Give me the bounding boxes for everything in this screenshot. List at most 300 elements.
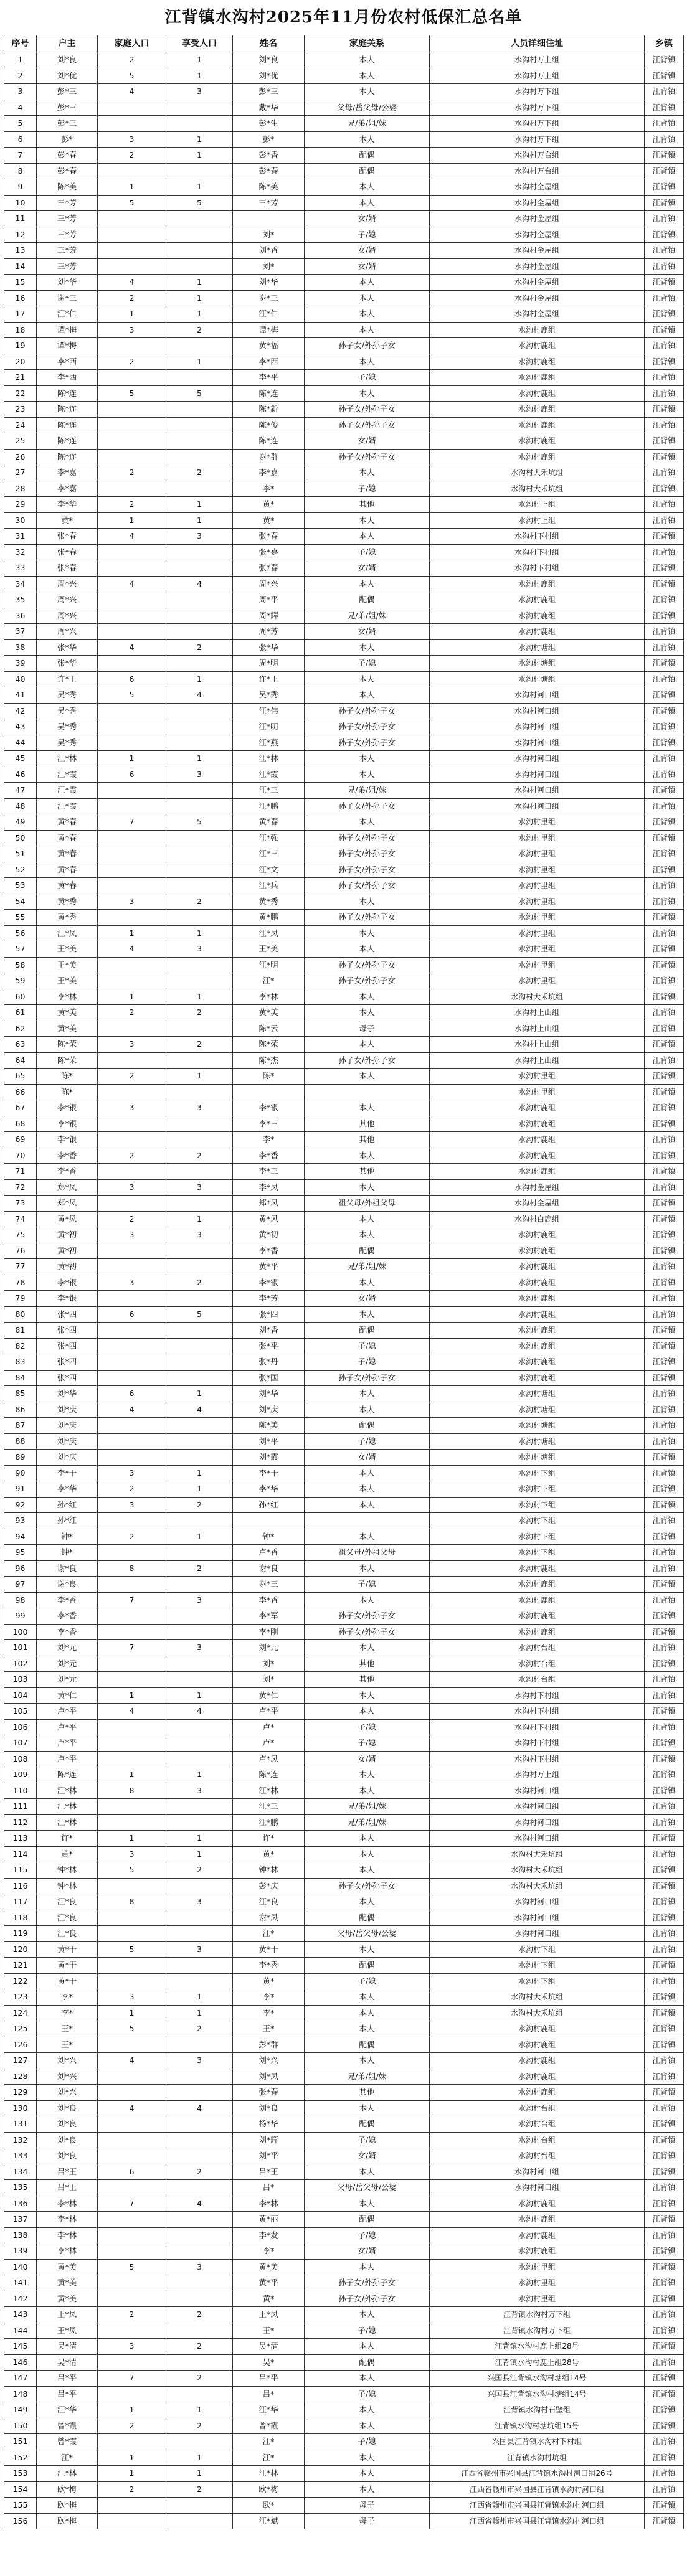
cell-relation: 配偶 — [305, 2212, 430, 2228]
cell-family-size: 3 — [98, 1465, 166, 1481]
cell-beneficiaries — [166, 1259, 233, 1275]
table-row — [4, 783, 684, 799]
cell-town: 江背镇 — [645, 1704, 684, 1720]
cell-name: 谭*梅 — [233, 322, 305, 338]
table-row — [4, 1799, 684, 1815]
cell-family-size: 6 — [98, 1306, 166, 1323]
cell-relation: 配偶 — [305, 1243, 430, 1259]
cell-family-size — [98, 2132, 166, 2148]
cell-householder: 吕*平 — [37, 2371, 98, 2387]
cell-town: 江背镇 — [645, 1941, 684, 1958]
cell-family-size: 2 — [98, 497, 166, 513]
cell-town: 江背镇 — [645, 1323, 684, 1339]
cell-name: 张*四 — [233, 1306, 305, 1323]
cell-name: 李*平 — [233, 370, 305, 386]
cell-householder: 江*良 — [37, 1926, 98, 1942]
cell-name: 刘*霞 — [233, 1450, 305, 1466]
cell-name: 江*强 — [233, 830, 305, 846]
cell-address: 水沟村鹿组 — [430, 402, 645, 418]
cell-name: 黄* — [233, 1973, 305, 1989]
cell-address: 水沟村金屋组 — [430, 275, 645, 291]
cell-town: 江背镇 — [645, 1973, 684, 1989]
cell-name: 黄*风 — [233, 1211, 305, 1227]
cell-family-size — [98, 1259, 166, 1275]
cell-relation: 兄/弟/姐/妹 — [305, 116, 430, 132]
table-row — [4, 1370, 684, 1386]
cell-address: 水沟村鹿组 — [430, 2069, 645, 2085]
cell-relation: 孙子女/外孙子女 — [305, 957, 430, 973]
cell-name: 周*芳 — [233, 624, 305, 640]
cell-town: 江背镇 — [645, 2053, 684, 2069]
cell-town: 江背镇 — [645, 2116, 684, 2133]
cell-name: 谢*三 — [233, 1577, 305, 1593]
cell-index: 79 — [4, 1291, 37, 1307]
cell-index: 91 — [4, 1481, 37, 1498]
table-row — [4, 1624, 684, 1640]
cell-name: 李*军 — [233, 1608, 305, 1625]
cell-index: 19 — [4, 338, 37, 354]
cell-beneficiaries — [166, 1719, 233, 1735]
cell-family-size: 7 — [98, 1592, 166, 1608]
cell-beneficiaries: 1 — [166, 512, 233, 529]
cell-family-size: 1 — [98, 1687, 166, 1704]
cell-address: 水沟村鹿组 — [430, 433, 645, 450]
cell-town: 江背镇 — [645, 1386, 684, 1402]
cell-relation: 孙子女/外孙子女 — [305, 878, 430, 894]
cell-householder: 黄*初 — [37, 1227, 98, 1243]
cell-town: 江背镇 — [645, 481, 684, 497]
table-row — [4, 2021, 684, 2037]
cell-householder: 吴*秀 — [37, 719, 98, 735]
header-address: 人员详细住址 — [430, 35, 645, 52]
cell-householder: 黄*春 — [37, 862, 98, 878]
cell-family-size — [98, 1338, 166, 1354]
cell-householder: 江*良 — [37, 1894, 98, 1910]
cell-name: 王*美 — [233, 941, 305, 958]
cell-relation: 子/媳 — [305, 1433, 430, 1450]
cell-beneficiaries: 2 — [166, 465, 233, 481]
cell-beneficiaries — [166, 2212, 233, 2228]
table-row — [4, 148, 684, 164]
cell-index: 92 — [4, 1497, 37, 1513]
cell-family-size — [98, 1672, 166, 1688]
cell-relation: 孙子女/外孙子女 — [305, 910, 430, 926]
cell-beneficiaries: 1 — [166, 179, 233, 196]
table-row — [4, 1989, 684, 2006]
cell-family-size: 5 — [98, 195, 166, 211]
table-row — [4, 846, 684, 862]
cell-beneficiaries — [166, 2275, 233, 2291]
cell-relation: 兄/弟/姐/妹 — [305, 608, 430, 624]
cell-householder: 王*凤 — [37, 2323, 98, 2339]
cell-town: 江背镇 — [645, 2513, 684, 2529]
cell-name — [233, 211, 305, 227]
cell-address: 水沟村塘组 — [430, 1433, 645, 1450]
cell-address: 江背镇水沟村鹿上组28号 — [430, 2339, 645, 2355]
cell-address: 水沟村河口组 — [430, 1831, 645, 1847]
cell-index: 134 — [4, 2164, 37, 2180]
cell-town: 江背镇 — [645, 211, 684, 227]
cell-beneficiaries: 4 — [166, 687, 233, 704]
cell-name: 刘*平 — [233, 1433, 305, 1450]
cell-town: 江背镇 — [645, 1719, 684, 1735]
cell-name: 江*明 — [233, 957, 305, 973]
cell-town: 江背镇 — [645, 1640, 684, 1656]
table-row — [4, 306, 684, 323]
cell-relation: 配偶 — [305, 1418, 430, 1434]
cell-family-size — [98, 1354, 166, 1371]
cell-name: 江*文 — [233, 862, 305, 878]
cell-index: 25 — [4, 433, 37, 450]
cell-family-size — [98, 783, 166, 799]
cell-beneficiaries — [166, 830, 233, 846]
cell-relation: 孙子女/外孙子女 — [305, 703, 430, 719]
cell-name: 黄* — [233, 2291, 305, 2307]
cell-beneficiaries: 1 — [166, 306, 233, 323]
cell-householder: 刘*良 — [37, 52, 98, 68]
cell-address: 水沟村鹿组 — [430, 1116, 645, 1132]
cell-address: 水沟村河口组 — [430, 719, 645, 735]
cell-index: 93 — [4, 1513, 37, 1529]
table-row — [4, 402, 684, 418]
cell-relation: 本人 — [305, 1386, 430, 1402]
cell-address: 水沟村里组 — [430, 814, 645, 831]
cell-householder: 李* — [37, 1989, 98, 2006]
cell-householder: 李*华 — [37, 497, 98, 513]
table-row — [4, 2466, 684, 2482]
cell-address: 水沟村鹿组 — [430, 592, 645, 608]
cell-beneficiaries — [166, 2291, 233, 2307]
cell-town: 江背镇 — [645, 1481, 684, 1498]
cell-householder: 吕*平 — [37, 2386, 98, 2402]
table-row — [4, 1243, 684, 1259]
table-row — [4, 1958, 684, 1974]
cell-town: 江背镇 — [645, 2243, 684, 2260]
cell-index: 59 — [4, 973, 37, 989]
cell-householder: 欧*梅 — [37, 2481, 98, 2498]
cell-index: 102 — [4, 1656, 37, 1672]
cell-relation: 本人 — [305, 1402, 430, 1418]
cell-relation: 本人 — [305, 529, 430, 545]
cell-beneficiaries: 4 — [166, 576, 233, 592]
cell-town: 江背镇 — [645, 227, 684, 243]
cell-town: 江背镇 — [645, 1799, 684, 1815]
cell-beneficiaries — [166, 2386, 233, 2402]
cell-name: 吴*秀 — [233, 687, 305, 704]
cell-family-size: 1 — [98, 2005, 166, 2021]
cell-town: 江背镇 — [645, 116, 684, 132]
cell-town: 江背镇 — [645, 2148, 684, 2164]
cell-beneficiaries: 2 — [166, 2418, 233, 2434]
cell-family-size: 2 — [98, 2307, 166, 2323]
cell-index: 63 — [4, 1037, 37, 1053]
cell-index: 114 — [4, 1846, 37, 1862]
cell-address: 水沟村下组 — [430, 1958, 645, 1974]
cell-householder: 陈*连 — [37, 402, 98, 418]
cell-town: 江背镇 — [645, 1354, 684, 1371]
cell-name: 彭*春 — [233, 163, 305, 179]
cell-name: 江*燕 — [233, 735, 305, 751]
cell-householder: 卢*平 — [37, 1719, 98, 1735]
cell-beneficiaries — [166, 2116, 233, 2133]
cell-index: 129 — [4, 2085, 37, 2101]
cell-index: 73 — [4, 1196, 37, 1212]
table-row — [4, 925, 684, 941]
cell-beneficiaries — [166, 433, 233, 450]
cell-householder: 张*四 — [37, 1338, 98, 1354]
cell-address: 水沟村金屋组 — [430, 258, 645, 275]
cell-address: 水沟村鹿组 — [430, 608, 645, 624]
cell-relation: 本人 — [305, 2466, 430, 2482]
cell-address: 水沟村里组 — [430, 846, 645, 862]
cell-relation: 本人 — [305, 1560, 430, 1577]
cell-index: 20 — [4, 354, 37, 370]
cell-beneficiaries — [166, 544, 233, 560]
cell-family-size: 2 — [98, 1481, 166, 1498]
cell-town: 江背镇 — [645, 1894, 684, 1910]
cell-name: 江*凤 — [233, 925, 305, 941]
cell-index: 10 — [4, 195, 37, 211]
cell-name: 黄*春 — [233, 814, 305, 831]
cell-householder: 陈*连 — [37, 433, 98, 450]
cell-relation: 女/婿 — [305, 624, 430, 640]
cell-address: 水沟村鹿组 — [430, 417, 645, 433]
cell-index: 57 — [4, 941, 37, 958]
cell-householder: 黄*秀 — [37, 910, 98, 926]
table-row — [4, 2418, 684, 2434]
table-row — [4, 1656, 684, 1672]
cell-index: 23 — [4, 402, 37, 418]
cell-town: 江背镇 — [645, 306, 684, 323]
cell-town: 江背镇 — [645, 1560, 684, 1577]
cell-index: 14 — [4, 258, 37, 275]
cell-householder: 欧*梅 — [37, 2513, 98, 2529]
cell-householder: 曾*霞 — [37, 2434, 98, 2450]
cell-relation: 本人 — [305, 1846, 430, 1862]
table-row — [4, 2196, 684, 2212]
cell-beneficiaries: 4 — [166, 1402, 233, 1418]
cell-name: 杨*华 — [233, 2116, 305, 2133]
table-row — [4, 322, 684, 338]
cell-family-size — [98, 1052, 166, 1069]
cell-beneficiaries — [166, 243, 233, 259]
cell-index: 21 — [4, 370, 37, 386]
header-index: 序号 — [4, 35, 37, 52]
cell-index: 97 — [4, 1577, 37, 1593]
cell-householder: 刘*兴 — [37, 2069, 98, 2085]
table-row — [4, 2307, 684, 2323]
cell-family-size — [98, 973, 166, 989]
cell-family-size — [98, 1910, 166, 1926]
cell-relation: 女/婿 — [305, 433, 430, 450]
cell-address: 水沟村鹿组 — [430, 1243, 645, 1259]
cell-family-size: 5 — [98, 385, 166, 402]
cell-relation: 本人 — [305, 751, 430, 767]
cell-town: 江背镇 — [645, 1926, 684, 1942]
table-row — [4, 798, 684, 814]
table-row — [4, 703, 684, 719]
cell-beneficiaries: 2 — [166, 2481, 233, 2498]
cell-town: 江背镇 — [645, 862, 684, 878]
cell-beneficiaries — [166, 1878, 233, 1894]
cell-index: 112 — [4, 1814, 37, 1831]
cell-householder: 李* — [37, 2005, 98, 2021]
cell-relation: 本人 — [305, 2339, 430, 2355]
cell-index: 2 — [4, 68, 37, 84]
cell-family-size: 2 — [98, 354, 166, 370]
cell-name: 王* — [233, 2021, 305, 2037]
cell-town: 江背镇 — [645, 2085, 684, 2101]
cell-householder: 彭* — [37, 131, 98, 148]
cell-index: 135 — [4, 2180, 37, 2196]
cell-family-size: 2 — [98, 290, 166, 306]
cell-relation: 配偶 — [305, 2354, 430, 2371]
cell-name: 陈*美 — [233, 179, 305, 196]
cell-index: 76 — [4, 1243, 37, 1259]
cell-householder: 刘*庆 — [37, 1450, 98, 1466]
cell-relation: 母子 — [305, 2513, 430, 2529]
table-row — [4, 1529, 684, 1545]
cell-householder: 李*林 — [37, 989, 98, 1005]
cell-relation: 孙子女/外孙子女 — [305, 735, 430, 751]
cell-index: 118 — [4, 1910, 37, 1926]
table-row — [4, 1926, 684, 1942]
cell-name: 李*林 — [233, 989, 305, 1005]
cell-index: 133 — [4, 2148, 37, 2164]
cell-family-size — [98, 370, 166, 386]
cell-householder: 黄*美 — [37, 1021, 98, 1037]
cell-name: 刘* — [233, 227, 305, 243]
cell-index: 117 — [4, 1894, 37, 1910]
cell-relation: 本人 — [305, 687, 430, 704]
cell-name: 刘* — [233, 1672, 305, 1688]
cell-index: 43 — [4, 719, 37, 735]
cell-family-size: 5 — [98, 1862, 166, 1879]
document-title: 江背镇水沟村2025年11月份农村低保汇总名单 — [164, 8, 523, 27]
cell-town: 江背镇 — [645, 1687, 684, 1704]
cell-relation: 本人 — [305, 767, 430, 783]
cell-address: 水沟村鹿组 — [430, 1132, 645, 1148]
cell-family-size: 5 — [98, 687, 166, 704]
cell-beneficiaries — [166, 1021, 233, 1037]
cell-name: 陈*荣 — [233, 1037, 305, 1053]
cell-family-size: 2 — [98, 1529, 166, 1545]
table-row — [4, 671, 684, 687]
cell-address: 水沟村下组 — [430, 1513, 645, 1529]
cell-index: 7 — [4, 148, 37, 164]
cell-relation: 配偶 — [305, 163, 430, 179]
cell-address: 水沟村大禾坑组 — [430, 1878, 645, 1894]
cell-beneficiaries — [166, 957, 233, 973]
cell-name: 吕* — [233, 2180, 305, 2196]
cell-family-size: 4 — [98, 2100, 166, 2116]
cell-name: 吕* — [233, 2386, 305, 2402]
cell-relation: 祖父母/外祖父母 — [305, 1545, 430, 1561]
cell-index: 130 — [4, 2100, 37, 2116]
cell-town: 江背镇 — [645, 385, 684, 402]
cell-family-size: 5 — [98, 68, 166, 84]
cell-town: 江背镇 — [645, 1179, 684, 1196]
cell-relation: 子/媳 — [305, 1338, 430, 1354]
cell-index: 88 — [4, 1433, 37, 1450]
cell-relation: 子/媳 — [305, 227, 430, 243]
cell-beneficiaries: 4 — [166, 1704, 233, 1720]
cell-name: 刘*香 — [233, 1323, 305, 1339]
cell-family-size: 6 — [98, 1386, 166, 1402]
cell-relation: 其他 — [305, 1116, 430, 1132]
cell-index: 29 — [4, 497, 37, 513]
cell-householder: 刘*庆 — [37, 1418, 98, 1434]
table-row — [4, 1227, 684, 1243]
table-row — [4, 767, 684, 783]
cell-index: 142 — [4, 2291, 37, 2307]
cell-address: 水沟村鹿组 — [430, 1148, 645, 1164]
cell-family-size — [98, 211, 166, 227]
cell-relation: 孙子女/外孙子女 — [305, 2275, 430, 2291]
cell-beneficiaries: 5 — [166, 195, 233, 211]
cell-family-size — [98, 846, 166, 862]
cell-beneficiaries — [166, 1545, 233, 1561]
cell-town: 江背镇 — [645, 1465, 684, 1481]
cell-family-size — [98, 1958, 166, 1974]
cell-relation: 孙子女/外孙子女 — [305, 1624, 430, 1640]
cell-relation: 本人 — [305, 1069, 430, 1085]
cell-address: 水沟村金屋组 — [430, 243, 645, 259]
cell-index: 66 — [4, 1084, 37, 1100]
cell-address: 水沟村鹿组 — [430, 2227, 645, 2243]
cell-address: 水沟村下村组 — [430, 1719, 645, 1735]
cell-address: 水沟村下村组 — [430, 1687, 645, 1704]
cell-index: 8 — [4, 163, 37, 179]
cell-beneficiaries: 3 — [166, 1100, 233, 1116]
table-row — [4, 2053, 684, 2069]
cell-index: 154 — [4, 2481, 37, 2498]
cell-householder: 陈*荣 — [37, 1037, 98, 1053]
cell-relation: 本人 — [305, 1179, 430, 1196]
table-row — [4, 719, 684, 735]
cell-name: 黄*秀 — [233, 894, 305, 910]
cell-address: 水沟村金屋组 — [430, 227, 645, 243]
table-row — [4, 2227, 684, 2243]
cell-beneficiaries: 2 — [166, 2339, 233, 2355]
cell-family-size — [98, 656, 166, 672]
cell-beneficiaries: 1 — [166, 1481, 233, 1498]
table-row — [4, 1481, 684, 1498]
cell-address: 水沟村鹿组 — [430, 576, 645, 592]
cell-householder: 江*华 — [37, 2402, 98, 2418]
cell-householder: 李*银 — [37, 1291, 98, 1307]
cell-index: 87 — [4, 1418, 37, 1434]
cell-town: 江背镇 — [645, 1243, 684, 1259]
cell-address: 水沟村塘组 — [430, 1386, 645, 1402]
cell-address: 水沟村河口组 — [430, 1926, 645, 1942]
cell-family-size — [98, 2085, 166, 2101]
cell-name: 陈*美 — [233, 1418, 305, 1434]
cell-town: 江背镇 — [645, 290, 684, 306]
cell-index: 72 — [4, 1179, 37, 1196]
cell-householder: 卢*平 — [37, 1704, 98, 1720]
cell-name: 李*银 — [233, 1275, 305, 1291]
cell-name: 卢*凤 — [233, 1751, 305, 1767]
cell-relation: 本人 — [305, 1465, 430, 1481]
cell-householder: 吕*王 — [37, 2164, 98, 2180]
table-row — [4, 2481, 684, 2498]
cell-name — [233, 1513, 305, 1529]
cell-town: 江背镇 — [645, 370, 684, 386]
cell-beneficiaries — [166, 560, 233, 577]
cell-town: 江背镇 — [645, 2021, 684, 2037]
cell-relation: 女/婿 — [305, 1450, 430, 1466]
